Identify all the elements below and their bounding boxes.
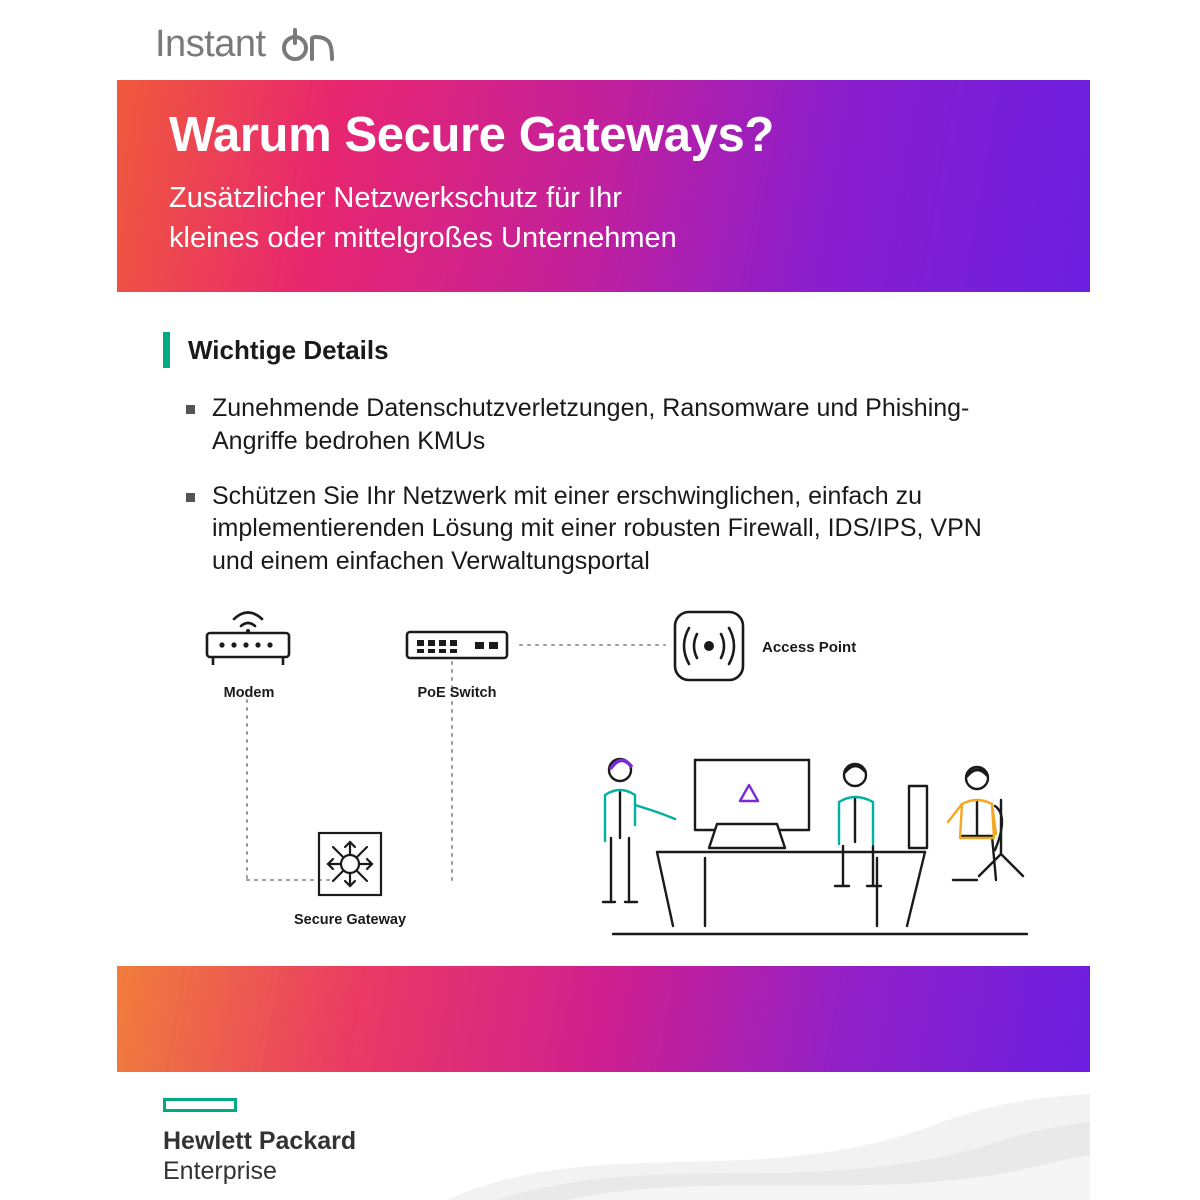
footer-banner (117, 966, 1090, 1072)
instant-on-logo (155, 18, 340, 70)
page-title: Warum Secure Gateways? (169, 108, 774, 162)
secure-gateway-icon (319, 833, 381, 895)
page-subtitle-line-1: Zusätzlicher Netzwerkschutz für Ihr (169, 182, 622, 214)
secure-gateway-label: Secure Gateway (293, 912, 407, 928)
header-banner (117, 80, 1090, 292)
hpe-name-line-1: Hewlett Packard (163, 1127, 357, 1155)
list-item (186, 392, 1016, 458)
poe-switch-label: PoE Switch (417, 685, 497, 701)
office-meeting-illustration (603, 759, 1027, 934)
page-subtitle (169, 178, 677, 258)
section-title: Wichtige Details (188, 334, 389, 365)
page-subtitle-line-2: kleines oder mittelgroßes Unternehmen (169, 222, 677, 255)
bullet-square-icon (186, 405, 195, 414)
hpe-logo-text (163, 1126, 356, 1186)
network-diagram-svg (117, 590, 1090, 960)
on-power-icon (278, 26, 340, 62)
list-item (186, 480, 1016, 578)
list-item-text: Zunehmende Datenschutzverletzungen, Ransomware und Phishing-Angriffe bedrohen KMUs (212, 394, 970, 455)
network-diagram (117, 590, 1090, 960)
access-point-label: Access Point (762, 639, 857, 656)
access-point-icon (675, 612, 743, 680)
switch-icon (407, 632, 507, 658)
bullet-square-icon (186, 493, 195, 502)
section-accent-bar (163, 332, 170, 368)
hpe-name-line-2: Enterprise (163, 1157, 277, 1185)
list-item-text: Schützen Sie Ihr Netzwerk mit einer erschwinglichen, einfach zu implementierenden Lösung mit einer robusten Firewall, IDS/IPS, VPN und einem einfachen Verwaltungsportal (212, 481, 982, 575)
hpe-footer (117, 1072, 1200, 1200)
page-right-margin (1090, 0, 1200, 1200)
logo-wordmark: Instant (155, 22, 266, 65)
hpe-logo-mark (163, 1098, 237, 1112)
section-heading (163, 332, 389, 368)
modem-label: Modem (223, 685, 275, 701)
modem-icon (207, 613, 289, 666)
key-details-list (186, 392, 1016, 600)
